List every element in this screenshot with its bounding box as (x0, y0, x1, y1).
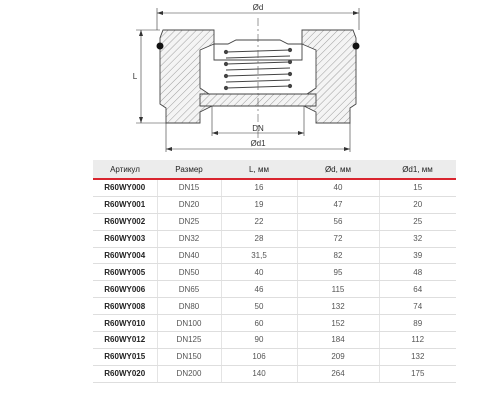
cell-article: R60WY004 (93, 247, 157, 264)
specification-table (93, 160, 456, 383)
cell-outer-diameter: 95 (297, 264, 379, 281)
cell-length: 16 (221, 179, 297, 196)
cell-inner-diameter: 175 (379, 365, 456, 382)
cell-outer-diameter: 47 (297, 196, 379, 213)
table-row (93, 247, 456, 264)
o-ring-left (157, 43, 164, 50)
cell-article: R60WY002 (93, 213, 157, 230)
cell-length: 60 (221, 315, 297, 332)
cell-length: 40 (221, 264, 297, 281)
cell-outer-diameter: 209 (297, 348, 379, 365)
cell-outer-diameter: 264 (297, 365, 379, 382)
cell-outer-diameter: 152 (297, 315, 379, 332)
header-article: Артикул (93, 160, 157, 179)
svg-text:Ød1: Ød1 (250, 139, 266, 148)
cell-size: DN100 (157, 315, 221, 332)
cell-size: DN40 (157, 247, 221, 264)
cell-size: DN20 (157, 196, 221, 213)
cell-length: 31,5 (221, 247, 297, 264)
cell-length: 90 (221, 332, 297, 349)
header-length: L, мм (221, 160, 297, 179)
cell-inner-diameter: 74 (379, 298, 456, 315)
cell-inner-diameter: 32 (379, 230, 456, 247)
cell-size: DN25 (157, 213, 221, 230)
header-inner-diameter: Ød1, мм (379, 160, 456, 179)
table-row (93, 348, 456, 365)
cell-outer-diameter: 56 (297, 213, 379, 230)
table-row (93, 179, 456, 196)
cell-outer-diameter: 184 (297, 332, 379, 349)
table-row (93, 213, 456, 230)
table-row (93, 298, 456, 315)
cell-size: DN65 (157, 281, 221, 298)
cell-article: R60WY006 (93, 281, 157, 298)
cell-outer-diameter: 132 (297, 298, 379, 315)
cell-size: DN150 (157, 348, 221, 365)
cell-outer-diameter: 40 (297, 179, 379, 196)
table-row (93, 196, 456, 213)
cell-article: R60WY005 (93, 264, 157, 281)
svg-text:DN: DN (252, 124, 264, 133)
header-size: Размер (157, 160, 221, 179)
cell-length: 140 (221, 365, 297, 382)
cell-outer-diameter: 82 (297, 247, 379, 264)
cell-size: DN80 (157, 298, 221, 315)
cell-length: 19 (221, 196, 297, 213)
cell-article: R60WY010 (93, 315, 157, 332)
cell-inner-diameter: 112 (379, 332, 456, 349)
svg-text:L: L (132, 72, 138, 81)
cell-article: R60WY000 (93, 179, 157, 196)
cell-size: DN32 (157, 230, 221, 247)
table-row (93, 264, 456, 281)
header-outer-diameter: Ød, мм (297, 160, 379, 179)
cell-inner-diameter: 64 (379, 281, 456, 298)
cell-inner-diameter: 132 (379, 348, 456, 365)
cell-inner-diameter: 39 (379, 247, 456, 264)
cell-length: 50 (221, 298, 297, 315)
cell-inner-diameter: 89 (379, 315, 456, 332)
table-row (93, 365, 456, 382)
cell-size: DN15 (157, 179, 221, 196)
svg-text:Ød: Ød (252, 3, 264, 12)
cell-size: DN125 (157, 332, 221, 349)
o-ring-right (353, 43, 360, 50)
table-row (93, 315, 456, 332)
table-body (93, 179, 456, 382)
cell-article: R60WY020 (93, 365, 157, 382)
cell-length: 46 (221, 281, 297, 298)
cell-article: R60WY003 (93, 230, 157, 247)
cell-inner-diameter: 25 (379, 213, 456, 230)
table-row (93, 332, 456, 349)
cell-size: DN50 (157, 264, 221, 281)
table-header-row (93, 160, 456, 179)
cell-inner-diameter: 48 (379, 264, 456, 281)
cell-article: R60WY008 (93, 298, 157, 315)
table-row (93, 230, 456, 247)
cell-length: 28 (221, 230, 297, 247)
cell-outer-diameter: 115 (297, 281, 379, 298)
cell-inner-diameter: 20 (379, 196, 456, 213)
valve-cross-section-drawing (0, 0, 500, 158)
cell-inner-diameter: 15 (379, 179, 456, 196)
cell-article: R60WY015 (93, 348, 157, 365)
cell-outer-diameter: 72 (297, 230, 379, 247)
cell-article: R60WY012 (93, 332, 157, 349)
cell-article: R60WY001 (93, 196, 157, 213)
cell-length: 22 (221, 213, 297, 230)
cell-size: DN200 (157, 365, 221, 382)
cell-length: 106 (221, 348, 297, 365)
table-row (93, 281, 456, 298)
